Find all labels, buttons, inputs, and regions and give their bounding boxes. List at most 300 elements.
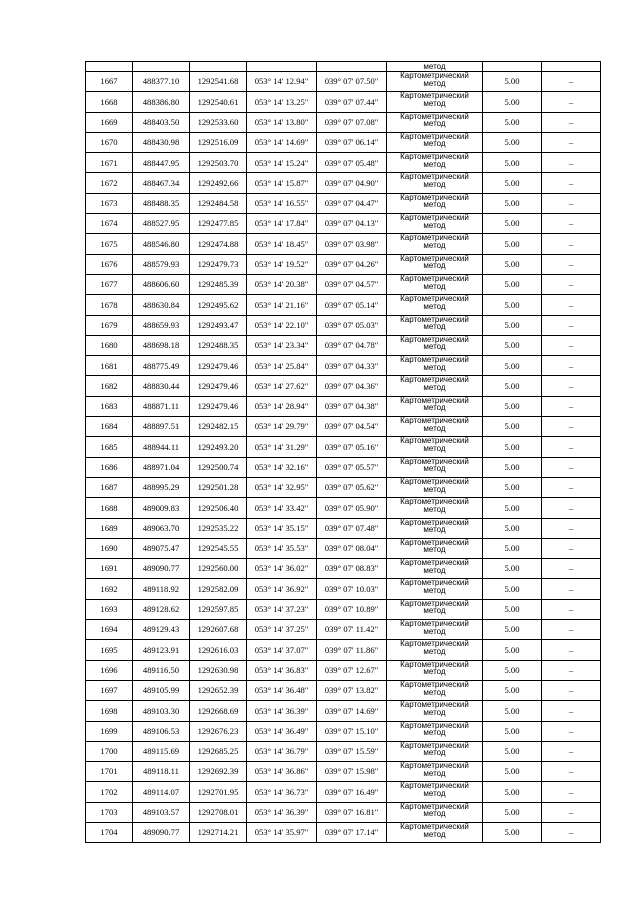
cell-accuracy: 5.00	[483, 376, 542, 396]
cell-latitude: 053° 14' 22.10"	[247, 315, 317, 335]
method-line-1: Картометрический	[400, 152, 469, 162]
method-line-2: метод	[423, 98, 446, 108]
method-line-2: метод	[423, 322, 446, 332]
cell-method	[387, 437, 483, 457]
cell-note: –	[542, 132, 601, 152]
table-row	[86, 132, 601, 152]
cell-empty	[190, 62, 247, 72]
cell-method	[387, 498, 483, 518]
cell-point-number: 1702	[86, 782, 133, 802]
cell-accuracy: 5.00	[483, 132, 542, 152]
method-line-1: Картометрический	[400, 538, 469, 547]
cell-method	[387, 153, 483, 173]
cell-x: 489129.43	[133, 620, 190, 640]
method-line-2: метод	[423, 261, 446, 271]
cell-accuracy: 5.00	[483, 782, 542, 802]
cell-x: 488579.93	[133, 254, 190, 274]
cell-accuracy: 5.00	[483, 274, 542, 294]
cell-longitude: 039° 07' 15.98"	[317, 762, 387, 782]
cell-method	[387, 72, 483, 92]
cell-note: –	[542, 376, 601, 396]
cell-accuracy: 5.00	[483, 254, 542, 274]
cell-accuracy: 5.00	[483, 437, 542, 457]
cell-accuracy: 5.00	[483, 599, 542, 619]
cell-accuracy: 5.00	[483, 579, 542, 599]
table-row	[86, 193, 601, 213]
cell-note: –	[542, 295, 601, 315]
method-line-2: метод	[423, 565, 446, 575]
cell-y: 1292692.39	[190, 762, 247, 782]
cell-point-number: 1697	[86, 680, 133, 700]
cell-y: 1292714.21	[190, 822, 247, 842]
cell-method	[387, 335, 483, 355]
cell-longitude: 039° 07' 04.36"	[317, 376, 387, 396]
cell-note: –	[542, 477, 601, 497]
method-line-1: Картометрический	[400, 396, 469, 405]
cell-accuracy: 5.00	[483, 802, 542, 822]
method-line-1: Картометрический	[400, 802, 469, 811]
cell-method	[387, 274, 483, 294]
cell-point-number: 1688	[86, 498, 133, 518]
cell-note: –	[542, 274, 601, 294]
cell-note: –	[542, 457, 601, 477]
method-line-2: метод	[423, 464, 446, 474]
cell-method	[387, 701, 483, 721]
table-row	[86, 538, 601, 558]
method-line-2: метод	[423, 586, 446, 596]
cell-latitude: 053° 14' 32.16"	[247, 457, 317, 477]
cell-point-number: 1696	[86, 660, 133, 680]
cell-x: 488897.51	[133, 417, 190, 437]
cell-note: –	[542, 92, 601, 112]
cell-longitude: 039° 07' 04.26"	[317, 254, 387, 274]
cell-x: 488488.35	[133, 193, 190, 213]
method-line-1: Картометрический	[400, 172, 469, 182]
method-line-1: Картометрический	[400, 375, 469, 385]
cell-method	[387, 721, 483, 741]
cell-longitude: 039° 07' 04.54"	[317, 417, 387, 437]
cell-note: –	[542, 680, 601, 700]
cell-y: 1292479.73	[190, 254, 247, 274]
cell-point-number: 1692	[86, 579, 133, 599]
cell-x: 489118.92	[133, 579, 190, 599]
method-line-1: Картометрический	[400, 822, 469, 831]
table-row	[86, 762, 601, 782]
cell-latitude: 053° 14' 35.53"	[247, 538, 317, 558]
cell-y: 1292545.55	[190, 538, 247, 558]
cell-latitude: 053° 14' 36.92"	[247, 579, 317, 599]
cell-accuracy: 5.00	[483, 417, 542, 437]
cell-accuracy: 5.00	[483, 396, 542, 416]
cell-method	[387, 92, 483, 112]
cell-y: 1292668.69	[190, 701, 247, 721]
table-row	[86, 701, 601, 721]
cell-accuracy: 5.00	[483, 457, 542, 477]
cell-point-number: 1682	[86, 376, 133, 396]
method-line-1: Картометрический	[400, 680, 469, 689]
table-body	[86, 62, 601, 843]
cell-longitude: 039° 07' 10.89"	[317, 599, 387, 619]
cell-accuracy: 5.00	[483, 193, 542, 213]
cell-latitude: 053° 14' 23.34"	[247, 335, 317, 355]
cell-y: 1292482.15	[190, 417, 247, 437]
cell-empty	[133, 62, 190, 72]
cell-x: 489116.50	[133, 660, 190, 680]
cell-method	[387, 822, 483, 842]
cell-point-number: 1698	[86, 701, 133, 721]
cell-x: 488546.80	[133, 234, 190, 254]
cell-y: 1292708.01	[190, 802, 247, 822]
cell-point-number: 1689	[86, 518, 133, 538]
cell-accuracy: 5.00	[483, 822, 542, 842]
cell-y: 1292701.95	[190, 782, 247, 802]
cell-method	[387, 538, 483, 558]
table-row	[86, 477, 601, 497]
cell-x: 489103.30	[133, 701, 190, 721]
cell-point-number: 1690	[86, 538, 133, 558]
cell-latitude: 053° 14' 35.15"	[247, 518, 317, 538]
cell-latitude: 053° 14' 27.62"	[247, 376, 317, 396]
cell-longitude: 039° 07' 16.81"	[317, 802, 387, 822]
cell-y: 1292506.40	[190, 498, 247, 518]
method-line-2: метод	[423, 362, 446, 372]
cell-latitude: 053° 14' 33.42"	[247, 498, 317, 518]
table-row	[86, 356, 601, 376]
cell-note: –	[542, 538, 601, 558]
method-line-2: метод	[423, 768, 446, 778]
table-row	[86, 599, 601, 619]
cell-longitude: 039° 07' 04.90"	[317, 173, 387, 193]
cell-latitude: 053° 14' 36.02"	[247, 559, 317, 579]
cell-accuracy: 5.00	[483, 498, 542, 518]
cell-accuracy: 5.00	[483, 518, 542, 538]
cell-point-number: 1670	[86, 132, 133, 152]
cell-method	[387, 680, 483, 700]
method-line-2: метод	[423, 443, 446, 453]
cell-note: –	[542, 437, 601, 457]
cell-y: 1292676.23	[190, 721, 247, 741]
method-line-1: Картометрический	[400, 700, 469, 710]
cell-note: –	[542, 315, 601, 335]
cell-method	[387, 356, 483, 376]
cell-method	[387, 518, 483, 538]
cell-note: –	[542, 620, 601, 640]
cell-latitude: 053° 14' 35.97"	[247, 822, 317, 842]
cell-x: 489090.77	[133, 822, 190, 842]
cell-x: 489075.47	[133, 538, 190, 558]
cell-note: –	[542, 335, 601, 355]
cell-latitude: 053° 14' 31.29"	[247, 437, 317, 457]
cell-x: 489063.70	[133, 518, 190, 538]
cell-note: –	[542, 396, 601, 416]
cell-x: 488971.04	[133, 457, 190, 477]
cell-accuracy: 5.00	[483, 538, 542, 558]
cell-method	[387, 599, 483, 619]
method-line-1: Картометрический	[400, 254, 469, 263]
method-line-2: метод	[423, 728, 446, 738]
cell-point-number: 1672	[86, 173, 133, 193]
cell-longitude: 039° 07' 07.50"	[317, 72, 387, 92]
method-line-2: метод	[423, 423, 446, 433]
method-line-1: Картометрический	[400, 741, 469, 750]
cell-longitude: 039° 07' 14.69"	[317, 701, 387, 721]
method-line-2: метод	[423, 707, 446, 717]
cell-x: 489009.83	[133, 498, 190, 518]
cell-longitude: 039° 07' 03.98"	[317, 234, 387, 254]
cell-x: 489103.57	[133, 802, 190, 822]
method-line-1: Картометрический	[400, 599, 469, 608]
table-row	[86, 559, 601, 579]
cell-longitude: 039° 07' 04.47"	[317, 193, 387, 213]
method-line-2: метод	[423, 646, 446, 656]
cell-accuracy: 5.00	[483, 640, 542, 660]
cell-method	[387, 741, 483, 761]
cell-x: 489114.07	[133, 782, 190, 802]
cell-method	[387, 417, 483, 437]
cell-y: 1292535.22	[190, 518, 247, 538]
cell-note: –	[542, 72, 601, 92]
cell-x: 489106.53	[133, 721, 190, 741]
cell-point-number: 1687	[86, 477, 133, 497]
cell-note: –	[542, 498, 601, 518]
table-row	[86, 274, 601, 294]
table-row	[86, 579, 601, 599]
cell-note: –	[542, 193, 601, 213]
method-line-1: Картометрический	[400, 71, 469, 80]
table-row	[86, 92, 601, 112]
cell-latitude: 053° 14' 13.25"	[247, 92, 317, 112]
cell-note: –	[542, 660, 601, 680]
cell-accuracy: 5.00	[483, 559, 542, 579]
cell-point-number: 1704	[86, 822, 133, 842]
cell-method	[387, 620, 483, 640]
method-line-2: метод	[423, 829, 446, 839]
cell-point-number: 1685	[86, 437, 133, 457]
cell-latitude: 053° 14' 36.86"	[247, 762, 317, 782]
cell-note: –	[542, 518, 601, 538]
method-line-1: Картометрический	[400, 112, 469, 121]
cell-latitude: 053° 14' 16.55"	[247, 193, 317, 213]
cell-note: –	[542, 721, 601, 741]
method-line-2: метод	[423, 687, 446, 697]
cell-x: 488377.10	[133, 72, 190, 92]
cell-x: 488467.34	[133, 173, 190, 193]
cell-longitude: 039° 07' 04.78"	[317, 335, 387, 355]
cell-point-number: 1699	[86, 721, 133, 741]
cell-method	[387, 559, 483, 579]
cell-method	[387, 132, 483, 152]
cell-note: –	[542, 640, 601, 660]
cell-y: 1292597.85	[190, 599, 247, 619]
cell-latitude: 053° 14' 19.52"	[247, 254, 317, 274]
cell-point-number: 1677	[86, 274, 133, 294]
cell-y: 1292488.35	[190, 335, 247, 355]
cell-longitude: 039° 07' 15.10"	[317, 721, 387, 741]
cell-x: 489090.77	[133, 559, 190, 579]
table-row	[86, 802, 601, 822]
cell-accuracy: 5.00	[483, 660, 542, 680]
cell-accuracy: 5.00	[483, 741, 542, 761]
method-line-2: метод	[423, 342, 446, 352]
table-row	[86, 417, 601, 437]
method-line-1: Картометрический	[400, 132, 469, 141]
method-line-2: метод	[423, 484, 446, 494]
cell-y: 1292501.28	[190, 477, 247, 497]
cell-method	[387, 640, 483, 660]
cell-y: 1292685.25	[190, 741, 247, 761]
cell-accuracy: 5.00	[483, 315, 542, 335]
table-row	[86, 153, 601, 173]
cell-empty	[247, 62, 317, 72]
method-line-1: Картометрический	[400, 558, 469, 568]
cell-note: –	[542, 417, 601, 437]
cell-point-number: 1694	[86, 620, 133, 640]
cell-method	[387, 254, 483, 274]
cell-longitude: 039° 07' 04.57"	[317, 274, 387, 294]
method-line-2: метод	[423, 220, 446, 230]
cell-note: –	[542, 579, 601, 599]
table-row	[86, 660, 601, 680]
cell-x: 489118.11	[133, 762, 190, 782]
cell-accuracy: 5.00	[483, 721, 542, 741]
table-row	[86, 741, 601, 761]
cell-x: 488995.29	[133, 477, 190, 497]
cell-longitude: 039° 07' 05.16"	[317, 437, 387, 457]
table-row	[86, 721, 601, 741]
cell-longitude: 039° 07' 15.59"	[317, 741, 387, 761]
cell-longitude: 039° 07' 08.04"	[317, 538, 387, 558]
method-line-2: метод	[423, 525, 446, 535]
table-row	[86, 396, 601, 416]
cell-x: 488830.44	[133, 376, 190, 396]
cell-empty	[542, 62, 601, 72]
cell-accuracy: 5.00	[483, 335, 542, 355]
cell-y: 1292540.61	[190, 92, 247, 112]
method-line-1: Картометрический	[400, 193, 469, 202]
method-line-2: метод	[423, 788, 446, 798]
cell-point-number: 1668	[86, 92, 133, 112]
method-line-1: Картометрический	[400, 335, 469, 344]
method-line-2: метод	[423, 139, 446, 149]
method-line-2: метод	[423, 240, 446, 250]
method-line-1: Картометрический	[400, 416, 469, 426]
method-line-2: метод	[423, 180, 446, 190]
cell-x: 488871.11	[133, 396, 190, 416]
cell-accuracy: 5.00	[483, 295, 542, 315]
cell-point-number: 1691	[86, 559, 133, 579]
cell-point-number: 1679	[86, 315, 133, 335]
cell-latitude: 053° 14' 17.84"	[247, 214, 317, 234]
cell-x: 488447.95	[133, 153, 190, 173]
cell-point-number: 1703	[86, 802, 133, 822]
cell-note: –	[542, 782, 601, 802]
cell-y: 1292479.46	[190, 376, 247, 396]
method-line-1: Картометрический	[400, 213, 469, 223]
method-line-1: Картометрический	[400, 436, 469, 446]
method-line-2: метод	[423, 119, 446, 129]
cell-x: 488659.93	[133, 315, 190, 335]
cell-note: –	[542, 822, 601, 842]
cell-empty	[483, 62, 542, 72]
cell-y: 1292495.62	[190, 295, 247, 315]
cell-y: 1292492.66	[190, 173, 247, 193]
table-row	[86, 335, 601, 355]
cell-latitude: 053° 14' 36.39"	[247, 701, 317, 721]
cell-latitude: 053° 14' 20.38"	[247, 274, 317, 294]
method-line-2: метод	[423, 281, 446, 291]
cell-longitude: 039° 07' 04.13"	[317, 214, 387, 234]
cell-method-continued: метод	[387, 62, 483, 72]
cell-accuracy: 5.00	[483, 762, 542, 782]
table-row	[86, 234, 601, 254]
cell-latitude: 053° 14' 36.83"	[247, 660, 317, 680]
cell-y: 1292493.47	[190, 315, 247, 335]
table-row	[86, 214, 601, 234]
table-row	[86, 518, 601, 538]
table-row	[86, 112, 601, 132]
cell-accuracy: 5.00	[483, 620, 542, 640]
method-line-2: метод	[423, 159, 446, 169]
method-line-2: метод	[423, 78, 446, 88]
method-line-2: метод	[423, 606, 446, 616]
cell-method	[387, 193, 483, 213]
cell-x: 488430.98	[133, 132, 190, 152]
cell-y: 1292582.09	[190, 579, 247, 599]
cell-accuracy: 5.00	[483, 112, 542, 132]
table-row	[86, 173, 601, 193]
cell-method	[387, 660, 483, 680]
coordinates-table	[85, 61, 601, 843]
cell-note: –	[542, 762, 601, 782]
cell-latitude: 053° 14' 14.69"	[247, 132, 317, 152]
table-row	[86, 640, 601, 660]
cell-longitude: 039° 07' 05.03"	[317, 315, 387, 335]
cell-x: 489105.99	[133, 680, 190, 700]
cell-accuracy: 5.00	[483, 701, 542, 721]
cell-x: 488630.84	[133, 295, 190, 315]
cell-y: 1292474.88	[190, 234, 247, 254]
table-row	[86, 315, 601, 335]
cell-point-number: 1693	[86, 599, 133, 619]
cell-latitude: 053° 14' 36.73"	[247, 782, 317, 802]
cell-x: 488775.49	[133, 356, 190, 376]
method-line-1: Картометрический	[400, 355, 469, 365]
cell-longitude: 039° 07' 07.48"	[317, 518, 387, 538]
cell-method	[387, 214, 483, 234]
cell-method	[387, 376, 483, 396]
cell-latitude: 053° 14' 28.94"	[247, 396, 317, 416]
cell-method	[387, 762, 483, 782]
cell-accuracy: 5.00	[483, 234, 542, 254]
cell-latitude: 053° 14' 36.48"	[247, 680, 317, 700]
cell-accuracy: 5.00	[483, 153, 542, 173]
cell-note: –	[542, 701, 601, 721]
cell-longitude: 039° 07' 11.86"	[317, 640, 387, 660]
method-line-2: метод	[423, 504, 446, 514]
cell-y: 1292479.46	[190, 356, 247, 376]
table-row	[86, 822, 601, 842]
method-line-1: Картометрический	[400, 457, 469, 466]
method-line-2: метод	[423, 545, 446, 555]
cell-method	[387, 315, 483, 335]
method-line-1: Картометрический	[400, 294, 469, 304]
cell-longitude: 039° 07' 05.48"	[317, 153, 387, 173]
cell-point-number: 1684	[86, 417, 133, 437]
cell-x: 489123.91	[133, 640, 190, 660]
cell-longitude: 039° 07' 04.33"	[317, 356, 387, 376]
cell-point-number: 1669	[86, 112, 133, 132]
cell-note: –	[542, 599, 601, 619]
